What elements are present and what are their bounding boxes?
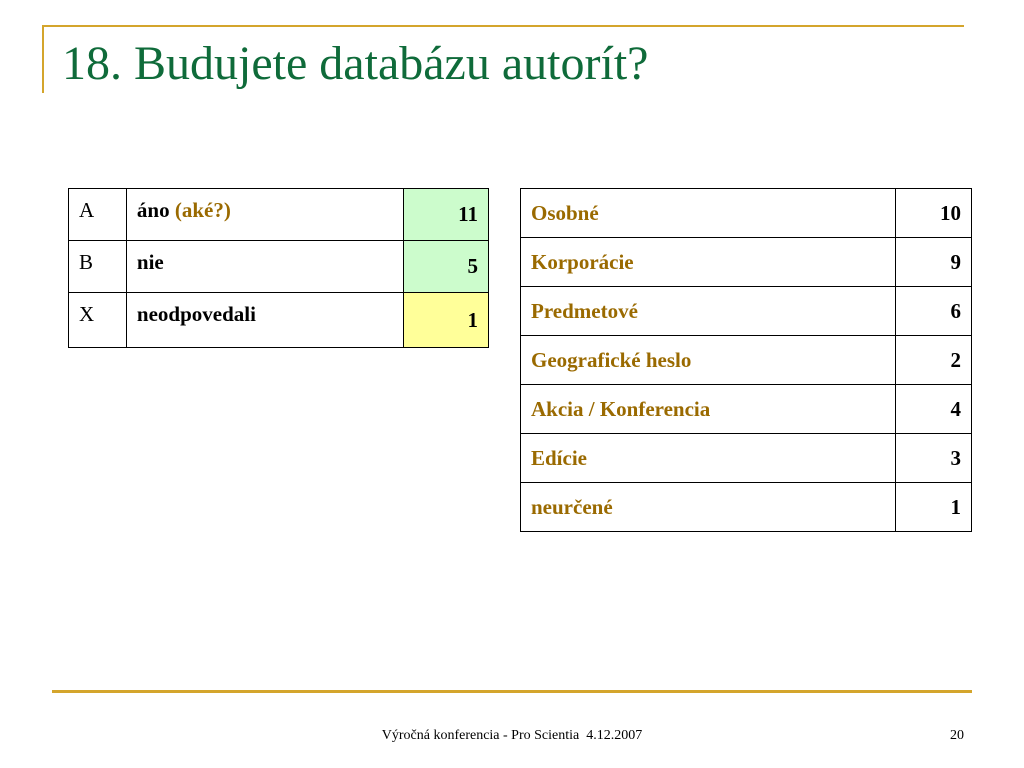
answer-label: áno [136, 198, 170, 222]
table-row [69, 241, 489, 293]
frame-left-line [42, 25, 44, 93]
type-label: Osobné [521, 189, 896, 238]
answer-code: X [69, 293, 127, 348]
table-row [521, 336, 972, 385]
answer-label: neodpovedali [126, 293, 403, 348]
type-count: 10 [896, 189, 972, 238]
answer-count: 11 [404, 189, 489, 241]
authority-types-table [520, 188, 972, 532]
footer-text: Výročná konferencia - Pro Scientia 4.12.2007 [381, 728, 643, 743]
table-row [521, 385, 972, 434]
type-count: 4 [896, 385, 972, 434]
type-count: 3 [896, 434, 972, 483]
type-label: Korporácie [521, 238, 896, 287]
answer-count: 1 [404, 293, 489, 348]
answer-label: nie [126, 241, 403, 293]
table-row [521, 238, 972, 287]
footer-divider [52, 690, 972, 693]
table-row [521, 287, 972, 336]
type-label: Predmetové [521, 287, 896, 336]
type-count: 6 [896, 287, 972, 336]
type-label: neurčené [521, 483, 896, 532]
slide-title: 18. Budujete databázu autorít? [62, 37, 649, 90]
table-row [521, 189, 972, 238]
frame-top-line [42, 25, 964, 27]
type-label: Geografické heslo [521, 336, 896, 385]
type-label: Akcia / Konferencia [521, 385, 896, 434]
answer-code: A [69, 189, 127, 241]
type-count: 9 [896, 238, 972, 287]
answer-label-cell [126, 189, 403, 241]
type-count: 1 [896, 483, 972, 532]
table-row [69, 293, 489, 348]
type-count: 2 [896, 336, 972, 385]
answer-count: 5 [404, 241, 489, 293]
type-label: Edície [521, 434, 896, 483]
page-number: 20 [950, 728, 964, 743]
answers-table [68, 188, 489, 348]
table-row [69, 189, 489, 241]
answer-note: (aké?) [174, 198, 231, 222]
answer-code: B [69, 241, 127, 293]
table-row [521, 434, 972, 483]
table-row [521, 483, 972, 532]
